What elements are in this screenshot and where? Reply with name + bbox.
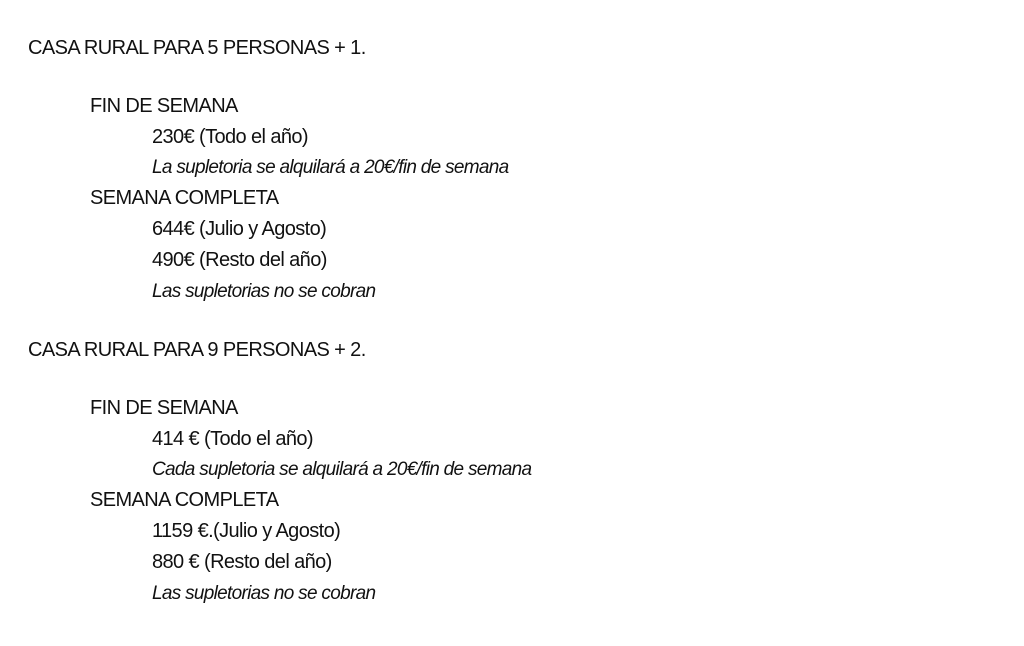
section-2-weekend-label: FIN DE SEMANA	[90, 397, 238, 419]
section-1-week-price-summer: 644€ (Julio y Agosto)	[152, 218, 327, 240]
section-2-week-note: Las supletorias no se cobran	[152, 583, 376, 604]
section-1-title: CASA RURAL PARA 5 PERSONAS + 1.	[28, 37, 366, 59]
section-1-weekend-label: FIN DE SEMANA	[90, 95, 238, 117]
section-2-week-price-rest: 880 € (Resto del año)	[152, 551, 332, 573]
section-2-weekend-price: 414 € (Todo el año)	[152, 428, 313, 450]
section-1-weekend-note: La supletoria se alquilará a 20€/fin de semana	[152, 157, 509, 178]
section-1-weekend-price: 230€ (Todo el año)	[152, 126, 308, 148]
section-1-week-label: SEMANA COMPLETA	[90, 187, 279, 209]
section-2-week-label: SEMANA COMPLETA	[90, 489, 279, 511]
section-1-week-note: Las supletorias no se cobran	[152, 281, 376, 302]
section-2-title: CASA RURAL PARA 9 PERSONAS + 2.	[28, 339, 366, 361]
section-2-week-price-summer: 1159 €.(Julio y Agosto)	[152, 520, 341, 542]
section-1-week-price-rest: 490€ (Resto del año)	[152, 249, 327, 271]
section-2-weekend-note: Cada supletoria se alquilará a 20€/fin de semana	[152, 459, 532, 480]
